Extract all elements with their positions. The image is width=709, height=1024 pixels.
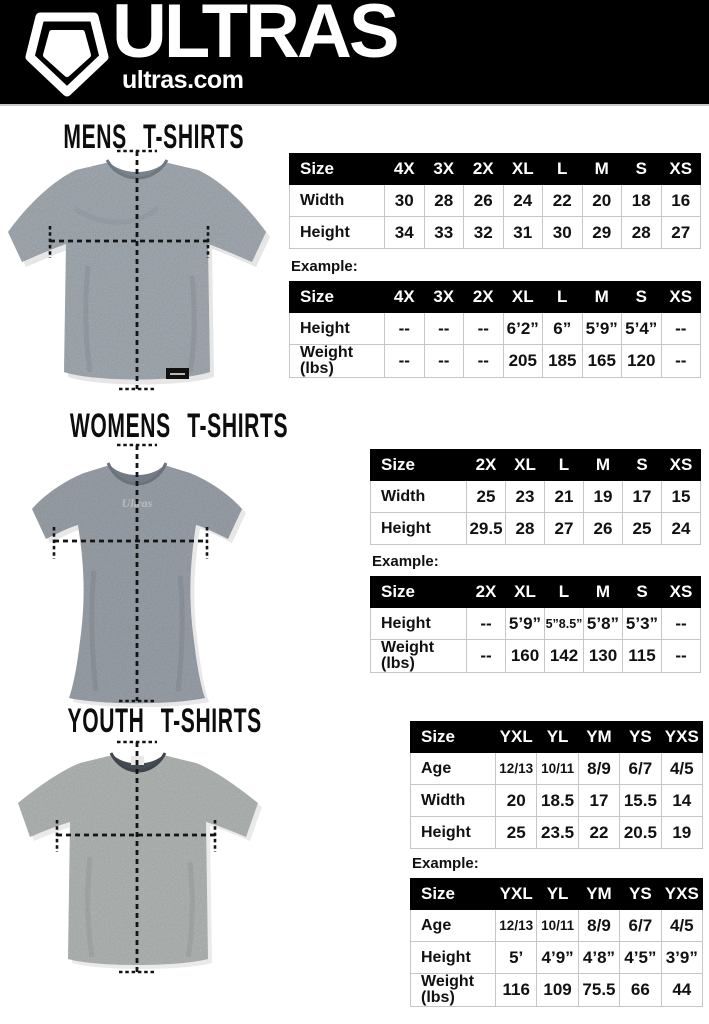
size-value: 3’9” xyxy=(661,942,702,974)
size-value: 205 xyxy=(503,345,543,378)
column-header: Size xyxy=(411,722,496,753)
column-header: 4X xyxy=(385,154,425,185)
size-table xyxy=(370,449,701,545)
size-value: 15.5 xyxy=(620,785,661,817)
column-header: YS xyxy=(620,879,661,910)
column-header: Size xyxy=(290,154,385,185)
youth-section-heading xyxy=(8,702,270,741)
column-header: S xyxy=(623,577,662,608)
size-value: 12/13 xyxy=(496,753,537,785)
youth-size-table xyxy=(410,721,703,849)
column-header: S xyxy=(622,282,662,313)
size-value: 20 xyxy=(496,785,537,817)
size-value: 26 xyxy=(464,185,504,217)
size-value: 4’8” xyxy=(578,942,619,974)
size-value: 116 xyxy=(496,974,537,1007)
size-value: 12/13 xyxy=(496,910,537,942)
size-value: 130 xyxy=(584,640,623,673)
column-header: YXL xyxy=(496,879,537,910)
mens-example-label: Example: xyxy=(291,258,358,275)
column-header: M xyxy=(582,154,622,185)
size-value: 5’4” xyxy=(622,313,662,345)
row-label: Height xyxy=(371,608,467,640)
size-value: 4/5 xyxy=(661,910,702,942)
size-value: 10/11 xyxy=(537,753,578,785)
column-header: 2X xyxy=(467,450,506,481)
size-value: 109 xyxy=(537,974,578,1007)
size-value: 22 xyxy=(578,817,619,849)
row-label: Height xyxy=(290,217,385,249)
size-value: 28 xyxy=(424,185,464,217)
womens-tshirt-image xyxy=(14,441,256,707)
size-value: 18 xyxy=(622,185,662,217)
size-value: 24 xyxy=(503,185,543,217)
column-header: YL xyxy=(537,722,578,753)
size-value: 4’5” xyxy=(620,942,661,974)
size-value: 21 xyxy=(545,481,584,513)
size-value: 29 xyxy=(582,217,622,249)
size-value: 20.5 xyxy=(620,817,661,849)
size-value: 18.5 xyxy=(537,785,578,817)
size-value: 6’2” xyxy=(503,313,543,345)
size-value: 115 xyxy=(623,640,662,673)
size-value: 165 xyxy=(582,345,622,378)
size-value: 66 xyxy=(620,974,661,1007)
size-value: -- xyxy=(662,640,701,673)
size-value: 142 xyxy=(545,640,584,673)
row-label: Height xyxy=(411,817,496,849)
column-header: YL xyxy=(537,879,578,910)
column-header: XS xyxy=(661,282,701,313)
size-value: 120 xyxy=(622,345,662,378)
column-header: YXL xyxy=(496,722,537,753)
column-header: L xyxy=(545,577,584,608)
column-header: 2X xyxy=(467,577,506,608)
womens-example-table xyxy=(370,576,701,673)
size-value: -- xyxy=(467,640,506,673)
size-table xyxy=(410,878,703,1007)
column-header: XS xyxy=(661,154,701,185)
size-table xyxy=(410,721,703,849)
size-value: 31 xyxy=(503,217,543,249)
brand-domain: ultras.com xyxy=(122,66,244,94)
column-header: Size xyxy=(290,282,385,313)
size-value: 17 xyxy=(578,785,619,817)
size-value: 24 xyxy=(662,513,701,545)
size-value: -- xyxy=(464,345,504,378)
youth-heading-text: YOUTH T-SHIRTS xyxy=(67,702,262,740)
size-value: 5”8.5” xyxy=(545,608,584,640)
size-value: 22 xyxy=(543,185,583,217)
column-header: Size xyxy=(371,450,467,481)
womens-heading-text: WOMENS T-SHIRTS xyxy=(69,407,289,445)
mens-heading-text: MENS T-SHIRTS xyxy=(63,118,245,156)
size-value: 6/7 xyxy=(620,910,661,942)
size-value: 5’8” xyxy=(584,608,623,640)
column-header: XL xyxy=(503,154,543,185)
column-header: M xyxy=(584,450,623,481)
size-value: -- xyxy=(661,313,701,345)
size-value: 29.5 xyxy=(467,513,506,545)
collar-watermark: Ultras xyxy=(121,496,153,510)
column-header: L xyxy=(543,282,583,313)
size-value: -- xyxy=(424,313,464,345)
size-value: 17 xyxy=(623,481,662,513)
size-value: 30 xyxy=(385,185,425,217)
size-value: 4/5 xyxy=(661,753,702,785)
brand-header xyxy=(0,0,709,106)
size-value: 25 xyxy=(496,817,537,849)
column-header: XS xyxy=(662,450,701,481)
column-header: XS xyxy=(662,577,701,608)
size-value: 33 xyxy=(424,217,464,249)
size-value: 14 xyxy=(661,785,702,817)
pentagon-shield-icon xyxy=(24,6,110,98)
column-header: Size xyxy=(411,879,496,910)
youth-example-label: Example: xyxy=(412,855,479,872)
size-value: 25 xyxy=(467,481,506,513)
column-header: M xyxy=(584,577,623,608)
size-value: 28 xyxy=(506,513,545,545)
size-value: 34 xyxy=(385,217,425,249)
mens-example-table xyxy=(289,281,701,378)
size-value: 23 xyxy=(506,481,545,513)
brand-title: ULTRAS xyxy=(112,0,397,74)
size-value: 30 xyxy=(543,217,583,249)
column-header: L xyxy=(545,450,584,481)
size-value: 15 xyxy=(662,481,701,513)
row-label: Height xyxy=(411,942,496,974)
size-value: -- xyxy=(385,345,425,378)
column-header: 3X xyxy=(424,154,464,185)
size-value: 185 xyxy=(543,345,583,378)
column-header: YS xyxy=(620,722,661,753)
row-label: Age xyxy=(411,910,496,942)
size-table xyxy=(370,576,701,673)
column-header: Size xyxy=(371,577,467,608)
size-value: 27 xyxy=(545,513,584,545)
row-label: Weight (lbs) xyxy=(290,345,385,378)
column-header: XL xyxy=(506,577,545,608)
size-value: 19 xyxy=(661,817,702,849)
row-label: Height xyxy=(371,513,467,545)
size-value: 27 xyxy=(661,217,701,249)
size-value: 6/7 xyxy=(620,753,661,785)
row-label: Age xyxy=(411,753,496,785)
column-header: 2X xyxy=(464,154,504,185)
size-value: 5’9” xyxy=(582,313,622,345)
row-label: Weight (lbs) xyxy=(411,974,496,1007)
size-value: -- xyxy=(662,608,701,640)
womens-example-label: Example: xyxy=(372,553,439,570)
column-header: S xyxy=(623,450,662,481)
size-value: 32 xyxy=(464,217,504,249)
size-value: -- xyxy=(467,608,506,640)
row-label: Height xyxy=(290,313,385,345)
womens-size-table xyxy=(370,449,701,545)
row-label: Weight (lbs) xyxy=(371,640,467,673)
size-value: 4’9” xyxy=(537,942,578,974)
youth-example-table xyxy=(410,878,703,1007)
size-value: 75.5 xyxy=(578,974,619,1007)
size-value: 20 xyxy=(582,185,622,217)
size-value: 6” xyxy=(543,313,583,345)
column-header: 3X xyxy=(424,282,464,313)
size-value: 5’ xyxy=(496,942,537,974)
column-header: S xyxy=(622,154,662,185)
row-label: Width xyxy=(411,785,496,817)
size-value: 16 xyxy=(661,185,701,217)
size-value: 25 xyxy=(623,513,662,545)
size-value: -- xyxy=(661,345,701,378)
column-header: YXS xyxy=(661,879,702,910)
mens-size-table xyxy=(289,153,701,249)
column-header: YM xyxy=(578,879,619,910)
size-value: 5’3” xyxy=(623,608,662,640)
size-value: 5’9” xyxy=(506,608,545,640)
size-value: 10/11 xyxy=(537,910,578,942)
size-value: 28 xyxy=(622,217,662,249)
size-value: 44 xyxy=(661,974,702,1007)
column-header: YXS xyxy=(661,722,702,753)
size-table xyxy=(289,281,701,378)
column-header: YM xyxy=(578,722,619,753)
size-value: -- xyxy=(385,313,425,345)
size-value: 23.5 xyxy=(537,817,578,849)
column-header: XL xyxy=(503,282,543,313)
column-header: 2X xyxy=(464,282,504,313)
size-value: 19 xyxy=(584,481,623,513)
size-value: 8/9 xyxy=(578,910,619,942)
size-value: 8/9 xyxy=(578,753,619,785)
size-value: -- xyxy=(424,345,464,378)
column-header: 4X xyxy=(385,282,425,313)
size-value: -- xyxy=(464,313,504,345)
size-value: 160 xyxy=(506,640,545,673)
row-label: Width xyxy=(290,185,385,217)
mens-tshirt-image xyxy=(4,146,276,398)
youth-tshirt-image xyxy=(8,737,272,982)
row-label: Width xyxy=(371,481,467,513)
column-header: XL xyxy=(506,450,545,481)
column-header: L xyxy=(543,154,583,185)
size-table xyxy=(289,153,701,249)
column-header: M xyxy=(582,282,622,313)
size-value: 26 xyxy=(584,513,623,545)
